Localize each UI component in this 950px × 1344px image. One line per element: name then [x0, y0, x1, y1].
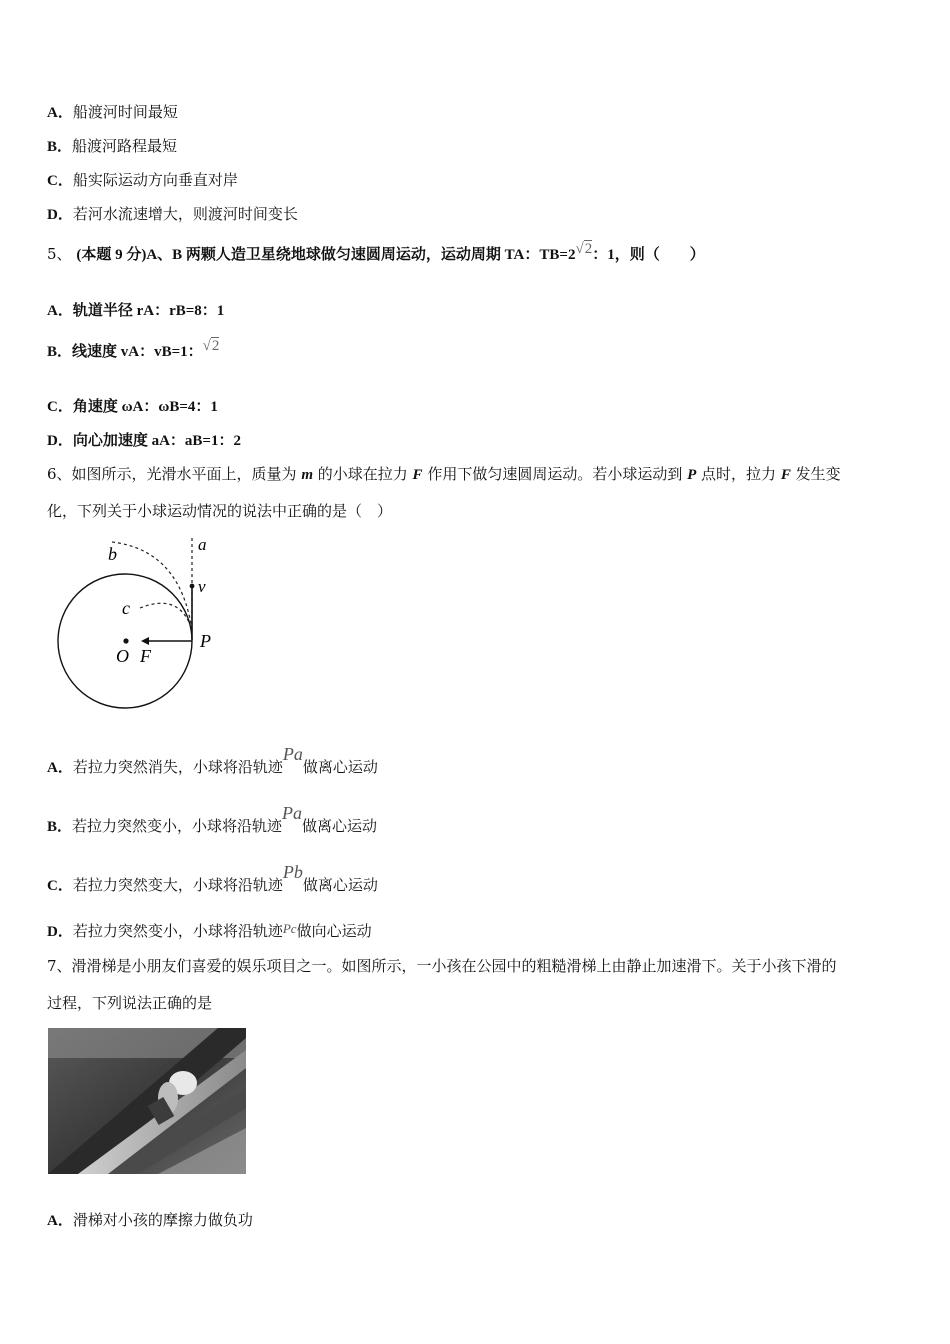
text: 6、如图所示，光滑水平面上，质量为	[47, 465, 302, 483]
q4-option-d	[47, 204, 298, 225]
option-label: A．	[47, 105, 73, 121]
path-symbol: Pa	[282, 744, 303, 764]
center-point-O	[123, 638, 128, 643]
text: 的小球在拉力	[313, 465, 413, 483]
option-text: 若拉力突然变大，小球将沿轨迹	[72, 876, 283, 894]
q5-stem-part2: ：1，则（ ）	[592, 247, 705, 263]
option-text: 角速度 ωA：ωB=4：1	[72, 399, 218, 415]
option-label: B．	[47, 819, 73, 835]
q6-stem-line2	[47, 501, 392, 521]
label-b: b	[108, 544, 117, 564]
text: 作用下做匀速圆周运动。若小球运动到	[422, 465, 688, 483]
q4-option-a	[47, 102, 178, 123]
path-symbol: Pb	[282, 862, 303, 882]
option-text: 向心加速度 aA：aB=1：2	[72, 433, 241, 449]
q5-option-c	[47, 396, 218, 417]
option-label: A．	[47, 760, 73, 776]
q5-option-d	[47, 430, 241, 451]
velocity-tip	[190, 584, 195, 589]
option-text: 若河水流速增大，则渡河时间变长	[72, 205, 298, 223]
label-a: a	[198, 535, 207, 554]
option-text: 做离心运动	[302, 758, 378, 776]
q6-option-c	[47, 862, 378, 896]
option-label: A．	[47, 1213, 73, 1229]
option-text: 做离心运动	[302, 876, 378, 894]
option-label: D．	[47, 924, 73, 940]
q6-option-b	[47, 803, 378, 837]
q7-option-a	[47, 1210, 253, 1231]
q5-option-a	[47, 300, 224, 321]
option-text: 若拉力突然变小，小球将沿轨迹	[72, 817, 283, 835]
slide-photo-graphic	[48, 1028, 246, 1174]
path-symbol: Pc	[282, 921, 297, 936]
option-label: A．	[47, 303, 73, 319]
sqrt-symbol: √2	[202, 338, 220, 354]
trajectory-c	[140, 603, 192, 630]
option-text: 轨道半径 rA：rB=8：1	[72, 303, 225, 319]
q4-option-c	[47, 170, 238, 191]
text: 过程，下列说法正确的是	[47, 994, 213, 1012]
circular-motion-diagram	[50, 530, 240, 715]
option-label: B．	[47, 344, 73, 360]
option-text: 若拉力突然变小，小球将沿轨迹	[72, 922, 283, 940]
option-text: 做离心运动	[302, 817, 378, 835]
var-F: F	[780, 467, 791, 483]
q5-stem	[47, 241, 705, 265]
text: 点时，拉力	[696, 465, 781, 483]
label-c: c	[122, 598, 130, 618]
option-text: 船实际运动方向垂直对岸	[72, 171, 238, 189]
option-label: D．	[47, 207, 73, 223]
q5-stem-part1: (本题 9 分)A、B 两颗人造卫星绕地球做匀速圆周运动，运动周期 TA：TB=2	[76, 247, 576, 263]
q7-stem-line1	[47, 956, 837, 976]
label-v: v	[198, 577, 206, 596]
text: 发生变	[790, 465, 841, 483]
q6-option-d	[47, 921, 372, 942]
option-text: 滑梯对小孩的摩擦力做负功	[72, 1211, 253, 1229]
option-text: 线速度 vA：vB=1：	[72, 344, 203, 360]
force-arrowhead	[141, 637, 149, 645]
option-label: C．	[47, 173, 73, 189]
sqrt-symbol: √2	[575, 241, 593, 257]
q6-option-a	[47, 744, 378, 778]
label-O: O	[116, 646, 129, 666]
text: 化，下列关于小球运动情况的说法中正确的是（ ）	[47, 502, 393, 520]
option-label: D．	[47, 433, 73, 449]
option-label: C．	[47, 878, 73, 894]
q6-stem-line1	[47, 464, 841, 485]
option-label: B．	[47, 139, 73, 155]
text: 7、滑滑梯是小朋友们喜爱的娱乐项目之一。如图所示，一小孩在公园中的粗糙滑梯上由静止加速滑下。关于小孩下滑的	[47, 957, 837, 975]
var-F: F	[412, 467, 423, 483]
question-number: 5、	[47, 245, 72, 263]
var-m: m	[301, 467, 313, 483]
label-P: P	[200, 631, 211, 651]
slide-photo	[48, 1028, 246, 1174]
option-text: 做向心运动	[296, 922, 372, 940]
var-P: P	[687, 467, 697, 483]
q5-option-b	[47, 338, 220, 362]
q4-option-b	[47, 136, 177, 157]
option-text: 船渡河路程最短	[72, 137, 178, 155]
option-text: 船渡河时间最短	[72, 103, 178, 121]
label-F: F	[140, 646, 151, 666]
q7-stem-line2	[47, 993, 212, 1013]
option-text: 若拉力突然消失，小球将沿轨迹	[72, 758, 283, 776]
option-label: C．	[47, 399, 73, 415]
path-symbol: Pa	[282, 803, 303, 823]
